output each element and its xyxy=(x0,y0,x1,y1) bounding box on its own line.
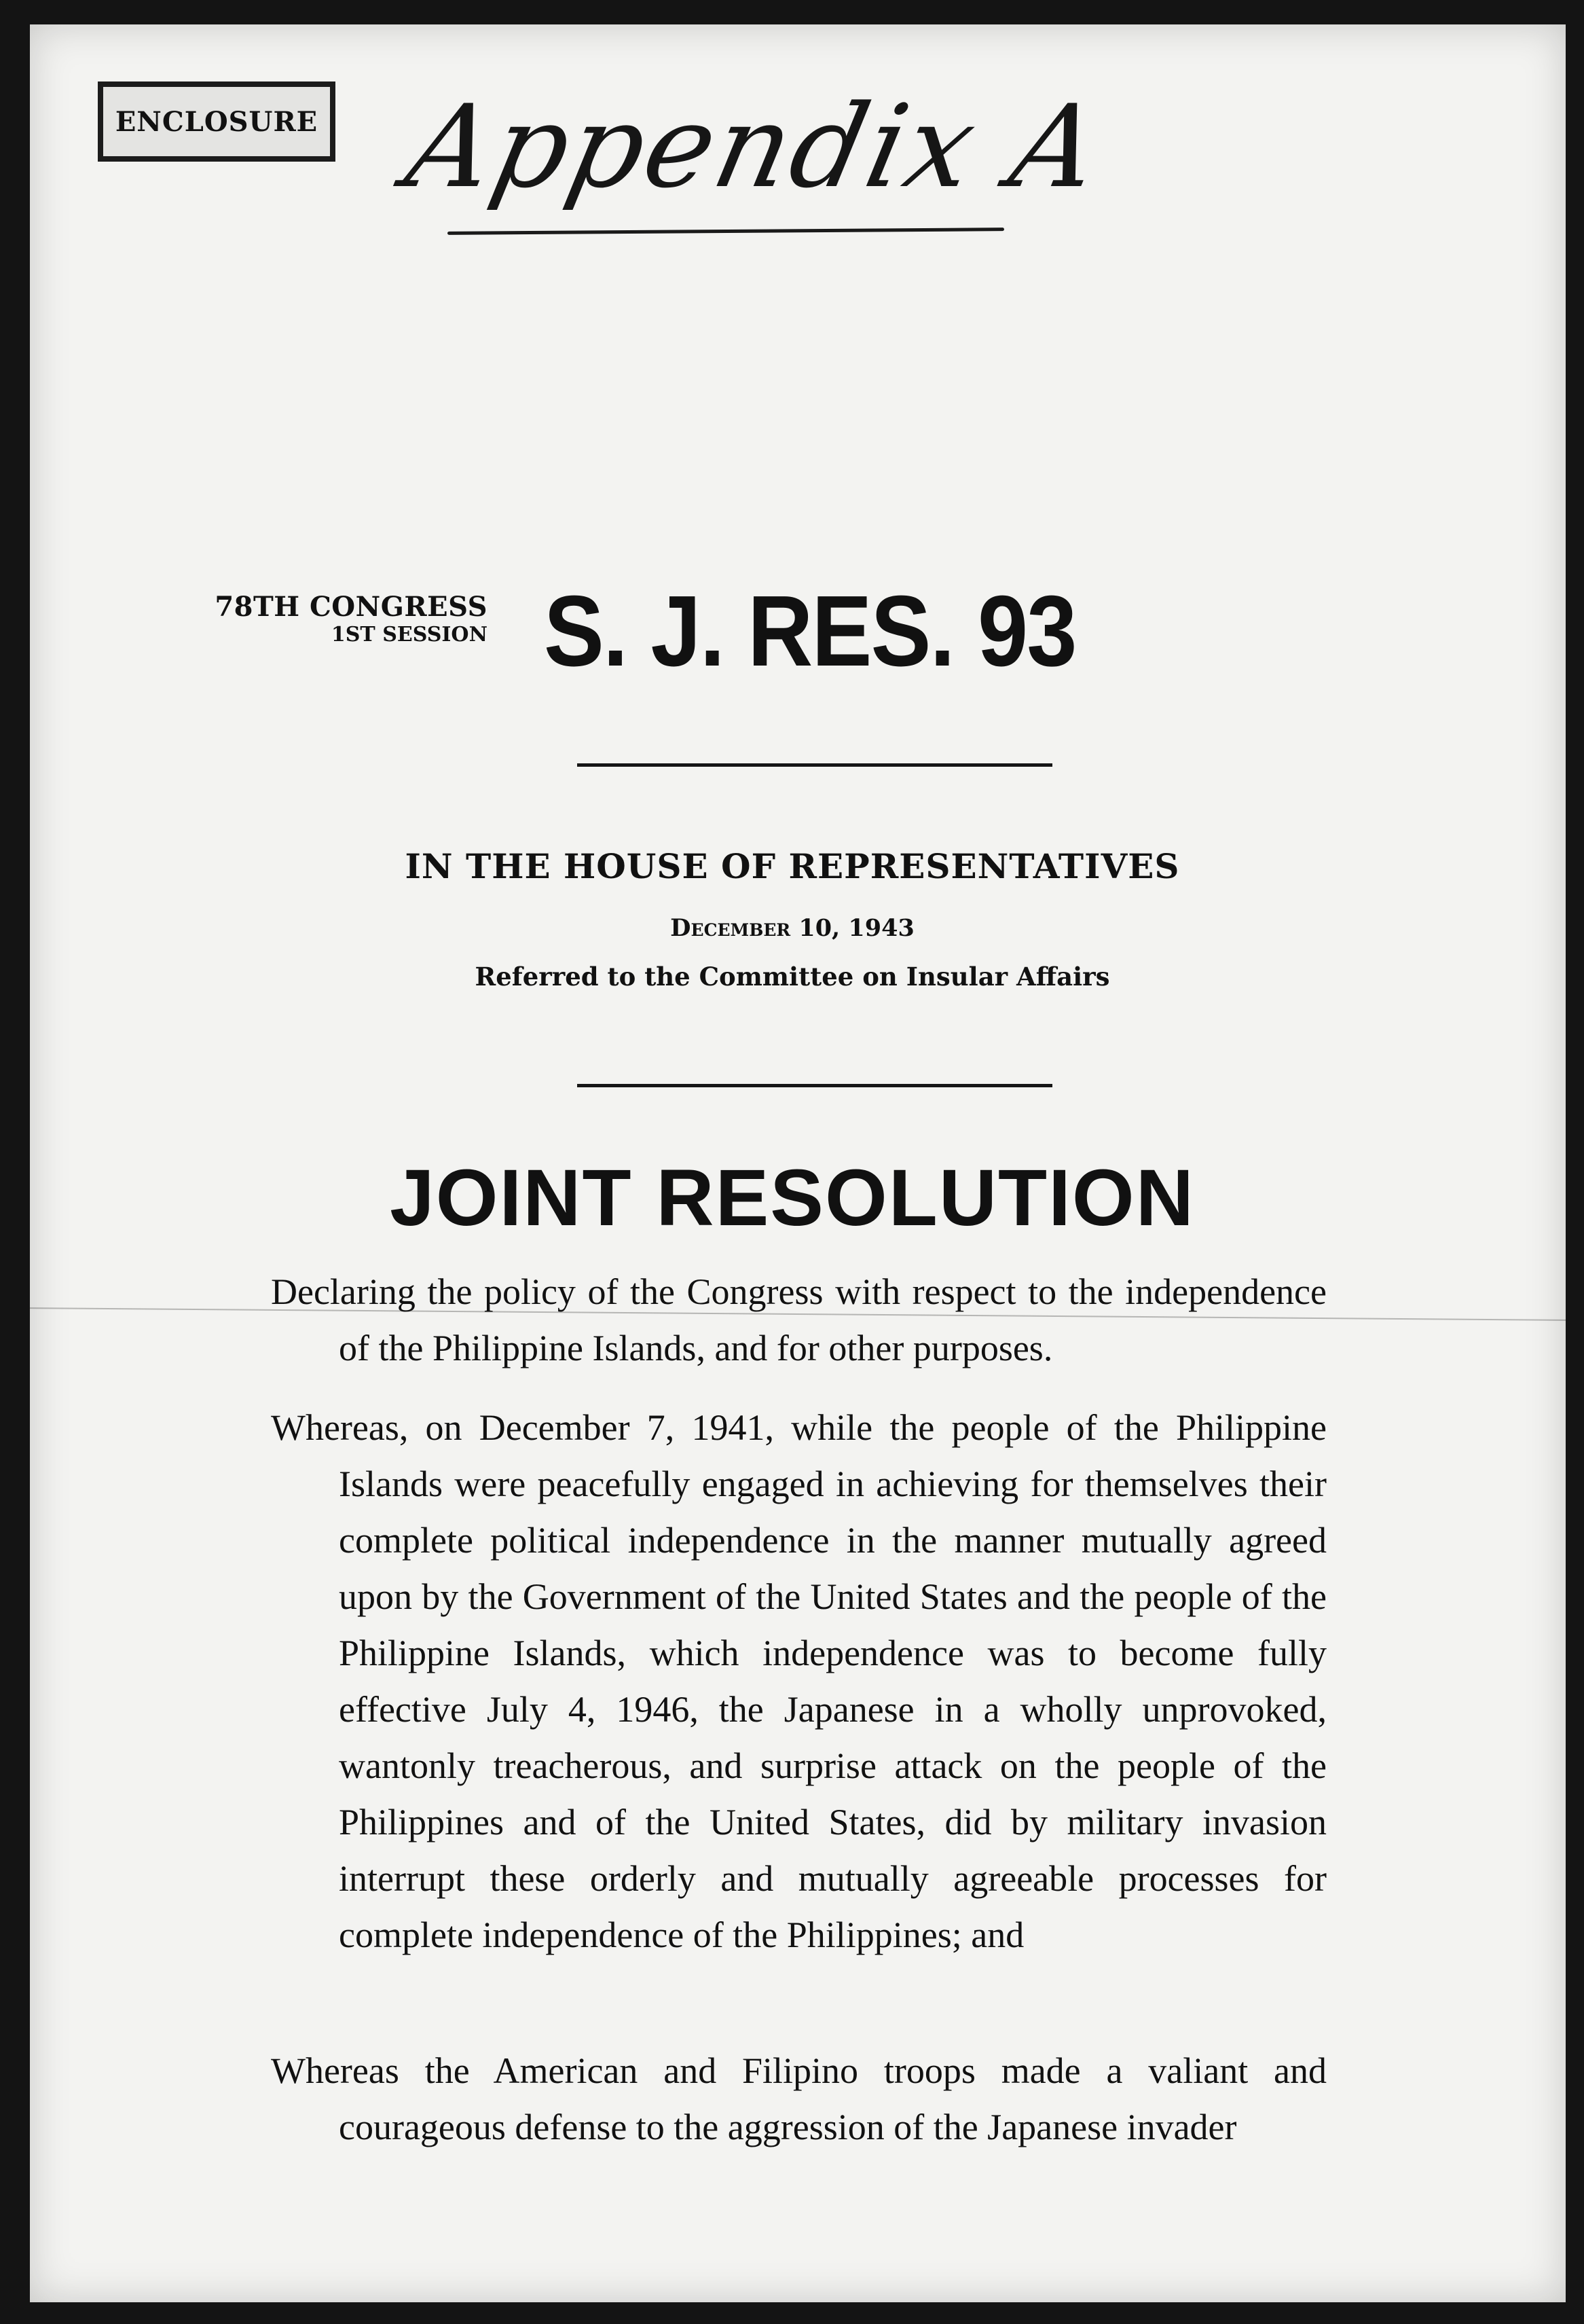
date-line: December 10, 1943 xyxy=(670,914,915,942)
title-text: Declaring the policy of the Congress with respect to the independence of the Philippine Islands, and for other purposes. xyxy=(271,1271,1327,1368)
divider-top xyxy=(577,763,1052,767)
whereas-clause-1 xyxy=(271,1400,1327,1963)
house-heading: IN THE HOUSE OF REPRESENTATIVES xyxy=(405,846,1180,886)
divider-bottom xyxy=(577,1084,1052,1087)
handwritten-note: Appendix A xyxy=(396,80,1113,213)
whereas-clause-2 xyxy=(271,2043,1327,2156)
congress-session-block xyxy=(215,591,487,647)
referral-line: Referred to the Committee on Insular Affairs xyxy=(475,962,1110,992)
document-page xyxy=(30,24,1566,2302)
clause-text: Whereas, on December 7, 1941, while the people of the Philippine Islands were peacefully engaged in achieving for themselves their complete political independence in the manner mutually agreed upon by the Government of the United States and the people of the Philippine Islands, which independence was to become fully effective July 4, 1946, the Japanese in a wholly unprovoked, wantonly treacherous, and surprise attack on the people of the Philippines and of the United States, did by military invasion interrupt these orderly and mutually agreeable processes for complete independence of the Philippines; and xyxy=(271,1407,1327,1955)
clause-text: Whereas the American and Filipino troops made a valiant and courageous defense to the aggression of the Japanese invader xyxy=(271,2050,1327,2147)
session-label: 1ST SESSION xyxy=(331,623,487,647)
resolution-title xyxy=(271,1264,1327,1377)
handwritten-underline xyxy=(447,228,1004,235)
resolution-number: S. J. RES. 93 xyxy=(544,575,1076,687)
document-type-heading: JOINT RESOLUTION xyxy=(390,1153,1195,1243)
congress-label: 78TH CONGRESS xyxy=(215,591,487,623)
enclosure-stamp: ENCLOSURE xyxy=(98,81,335,162)
